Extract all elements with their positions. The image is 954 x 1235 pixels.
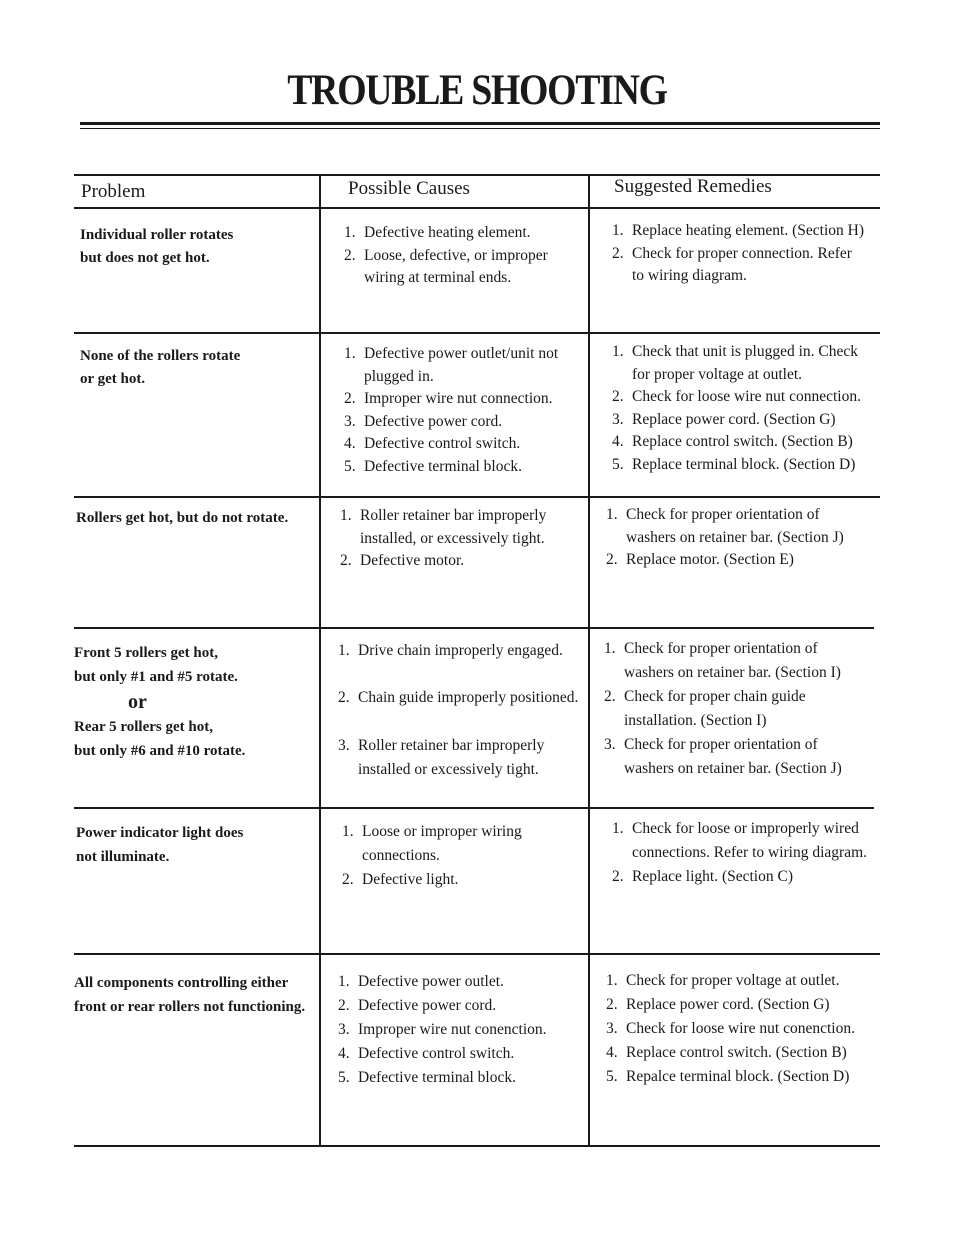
list-item [612,409,861,432]
item-text: Check for proper chain guide [624,688,806,705]
problem-line: Rollers get hot, but do not rotate. [76,510,289,526]
causes-cell [338,639,578,782]
item-number: 1. [612,222,624,239]
item-text: Check for proper connection. Refer [632,244,852,262]
column-divider-1 [319,176,321,1146]
header-problem: Problem [81,181,146,202]
item-text: Defective light. [362,871,459,888]
item-text: Improper wire nut connection. [364,390,553,407]
item-number: 3. [338,1021,350,1038]
row-separator [74,807,874,809]
problem-line: Power indicator light does [76,825,244,841]
list-item [338,639,578,663]
or-separator: or [128,691,147,713]
item-number: 2. [612,388,624,405]
header-suggested-remedies: Suggested Remedies [614,176,772,197]
remedies-cell [612,220,864,288]
problem-line: or get hot. [80,370,146,387]
causes-cell [344,343,558,478]
list-item [612,817,867,865]
item-text: Repalce terminal block. (Section D) [626,1068,850,1085]
item-text: washers on retainer bar. (Section I) [624,664,841,681]
list-item [338,1018,547,1042]
item-text: Check for proper voltage at outlet. [626,972,840,989]
list-item [344,343,558,388]
list-item [606,1065,855,1089]
item-text: Roller retainer bar improperly [360,507,547,524]
problem-line: not illuminate. [76,849,170,865]
item-text: Defective motor. [360,552,465,569]
item-text: Loose or improper wiring [362,823,522,840]
problem-line: but does not get hot. [80,249,210,266]
list-item [606,969,855,993]
item-number: 1. [612,820,624,837]
remedies-cell [606,969,855,1089]
item-number: 1. [340,507,352,524]
problem-cell [80,224,233,269]
item-text: installation. (Section I) [624,712,767,729]
item-text: Check that unit is plugged in. Check [632,343,859,360]
item-number: 1. [604,640,616,657]
item-text: Defective terminal block. [358,1069,516,1086]
list-item [338,734,578,782]
item-text: washers on retainer bar. (Section J) [624,760,842,777]
list-item [612,341,861,386]
item-text: Replace control switch. (Section B) [626,1044,847,1061]
item-number: 3. [606,1020,618,1037]
item-text: installed or excessively tight. [358,761,539,778]
title-rule-bottom [80,128,880,129]
item-number: 5. [338,1069,350,1086]
list-item [338,686,578,710]
problem-cell [76,507,288,530]
list-item [344,222,548,245]
list-item [338,1042,547,1066]
item-text: Defective heating element. [364,224,531,241]
item-text: Check for loose wire nut connection. [632,388,861,405]
problem-cell [76,821,243,869]
item-number: 2. [612,868,624,885]
item-number: 2. [340,552,352,569]
problem-line: All components controlling either [74,975,289,991]
item-number: 4. [338,1045,350,1062]
list-item [340,505,546,550]
causes-cell [344,222,548,290]
row-separator [74,332,880,334]
list-item [338,1066,547,1090]
item-number: 5. [344,457,356,475]
problem-cell [80,345,240,390]
item-text: connections. Refer to wiring diagram. [632,844,868,861]
item-text: to wiring diagram. [632,267,747,284]
item-number: 4. [344,435,356,452]
causes-cell [342,820,522,892]
list-item [606,549,844,572]
list-item [612,386,861,409]
item-text: connections. [362,847,440,864]
item-text: Replace power cord. (Section G) [632,410,836,428]
list-item [606,1041,855,1065]
problem-cell [74,641,245,763]
item-number: 2. [612,244,624,262]
item-text: Check for proper orientation of [624,736,818,753]
item-text: Chain guide improperly positioned. [358,689,579,706]
list-item [606,1017,855,1041]
item-number: 2. [344,390,356,407]
list-item [342,820,522,868]
table-bottom-rule [74,1145,880,1147]
item-number: 4. [606,1044,618,1061]
item-text: Replace control switch. (Section B) [632,433,853,450]
item-text: Improper wire nut conenction. [358,1021,547,1038]
item-text: Defective control switch. [358,1045,515,1062]
page-title: TROUBLE SHOOTING [287,67,667,114]
problem-line: but only #1 and #5 rotate. [74,669,238,685]
item-number: 3. [612,410,624,428]
item-number: 2. [606,551,618,568]
remedies-cell [606,504,844,572]
item-text: Check for loose wire nut conenction. [626,1020,855,1037]
item-text: plugged in. [364,367,434,385]
item-number: 1. [342,823,354,840]
item-text: Loose, defective, or improper [364,246,548,264]
item-text: Replace terminal block. (Section D) [632,455,856,473]
item-number: 2. [338,689,350,706]
list-item [340,550,546,573]
problem-line: front or rear rollers not functioning. [74,999,306,1015]
remedies-cell [612,341,861,476]
header-bottom-rule [74,207,880,209]
list-item [612,220,864,243]
item-number: 3. [338,737,350,754]
item-text: Replace power cord. (Section G) [626,996,830,1013]
item-number: 1. [338,642,350,659]
item-number: 1. [344,224,356,241]
item-number: 2. [604,688,616,705]
item-text: Replace motor. (Section E) [626,551,794,568]
item-text: washers on retainer bar. (Section J) [626,528,844,546]
row-separator [74,627,874,629]
item-text: for proper voltage at outlet. [632,365,803,383]
column-divider-2 [588,176,590,1146]
row-separator [74,496,880,498]
causes-cell [340,505,546,573]
item-text: Check for proper orientation of [626,506,820,523]
item-text: Defective power cord. [364,412,503,430]
list-item [604,637,842,685]
list-item [612,243,864,288]
list-item [338,970,547,994]
item-number: 1. [344,345,356,362]
item-text: Defective power outlet/unit not [364,345,559,362]
list-item [604,733,842,781]
remedies-cell [612,817,867,889]
list-item [344,433,558,456]
item-number: 1. [606,506,618,523]
title-rule-top [80,122,880,125]
item-number: 2. [606,996,618,1013]
list-item [606,504,844,549]
row-separator [74,953,880,955]
item-number: 1. [606,972,618,989]
item-text: Defective power cord. [358,997,497,1014]
item-text: Replace light. (Section C) [632,868,793,885]
list-item [344,388,558,411]
item-text: Replace heating element. (Section H) [632,222,864,239]
problem-line: None of the rollers rotate [80,348,241,364]
item-text: Check for proper orientation of [624,640,818,657]
item-number: 1. [338,973,350,990]
list-item [342,868,522,892]
list-item [344,456,558,479]
item-number: 4. [612,433,624,450]
item-text: Defective terminal block. [364,457,522,475]
item-text: installed, or excessively tight. [360,529,545,547]
list-item [338,994,547,1018]
problem-line: Individual roller rotates [80,227,234,243]
item-number: 2. [342,871,354,888]
item-number: 2. [338,997,350,1014]
list-item [604,685,842,733]
item-number: 2. [344,246,356,264]
problem-line: but only #6 and #10 rotate. [74,743,246,759]
list-item [606,993,855,1017]
item-number: 5. [612,455,624,473]
list-item [612,431,861,454]
item-text: Drive chain improperly engaged. [358,642,563,659]
item-text: Defective control switch. [364,435,521,452]
item-number: 3. [604,736,616,753]
item-text: Roller retainer bar improperly [358,737,545,754]
item-number: 3. [344,412,356,430]
problem-line: Front 5 rollers get hot, [74,645,219,661]
item-text: Defective power outlet. [358,973,504,990]
list-item [612,865,867,889]
item-text: Check for loose or improperly wired [632,820,859,837]
item-number: 5. [606,1068,618,1085]
problem-line: Rear 5 rollers get hot, [74,719,213,735]
item-number: 1. [612,343,624,360]
problem-cell [74,971,305,1019]
list-item [612,454,861,477]
header-possible-causes: Possible Causes [348,178,470,199]
list-item [344,245,548,290]
causes-cell [338,970,547,1090]
remedies-cell [604,637,842,781]
list-item [344,411,558,434]
item-text: wiring at terminal ends. [364,269,512,286]
